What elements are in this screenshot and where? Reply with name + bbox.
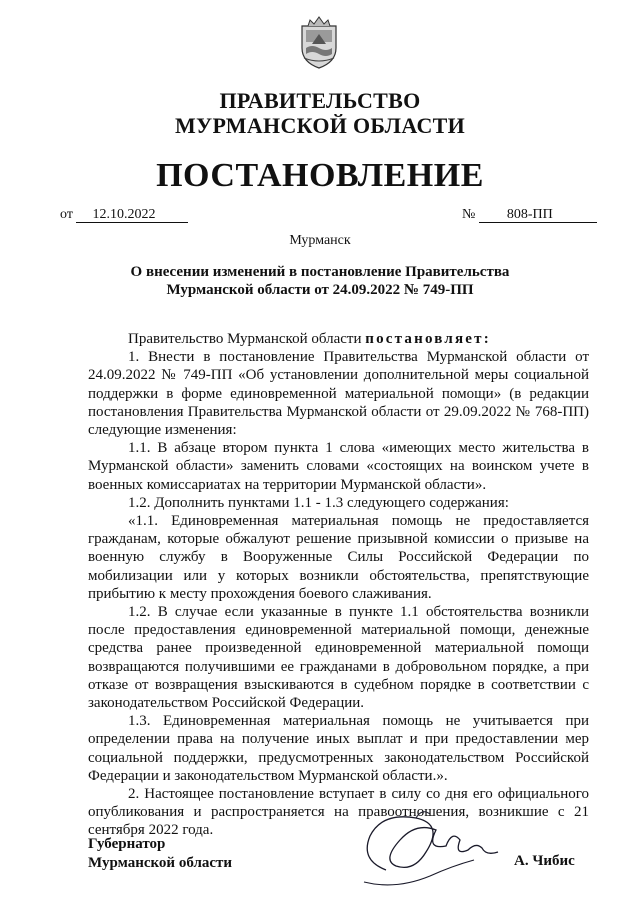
subject-line-1: О внесении изменений в постановление Правительства xyxy=(130,264,510,280)
number-value: 808-ПП xyxy=(479,207,597,223)
paragraph-1-1: 1.1. В абзаце втором пункта 1 слова «имеющих место жительства в Мурманской области» заменить словами «состоящих на воинском учете в военных комиссариатах на территории Мурманской области». xyxy=(88,440,589,493)
signatory-title xyxy=(88,835,232,873)
issuing-authority xyxy=(0,88,640,138)
signatory-title-line-2: Мурманской области xyxy=(88,855,233,871)
number-prefix: № xyxy=(462,207,476,222)
paragraph-1: 1. Внести в постановление Правительства Мурманской области от 24.09.2022 № 749-ПП «Об установлении дополнительной меры социальной поддержки в форме единовременной материальной помощи» (в редакции постановления Правительства Мурманской области от 29.09.2022 № 768-ПП) следующие изменения: xyxy=(88,349,589,439)
paragraph-2: 2. Настоящее постановление вступает в силу со дня его официального опубликования и распространяется на правоотношения, возникшие с 21 сентября 2022 года. xyxy=(88,786,589,839)
signatory-title-line-1: Губернатор xyxy=(88,836,166,852)
city: Мурманск xyxy=(289,233,351,248)
document-type: ПОСТАНОВЛЕНИЕ xyxy=(156,157,484,194)
handwritten-signature xyxy=(356,800,502,895)
quoted-paragraph-1-2: 1.2. В случае если указанные в пункте 1.1 обстоятельства возникли после предоставления единовременной материальной помощи, денежные средства ранее произведенной единовременной материальной помощи возвращаются получившими ее гражданами в добровольном порядке, а при отказе от возвращения взыскиваются в судебном порядке в соответствии с законодательством Российской Федерации. xyxy=(88,604,589,712)
quoted-paragraph-1-1: «1.1. Единовременная материальная помощь не предоставляется гражданам, которые обжалуют решение призывной комиссии о призыве на военную службу в Вооруженные Силы Российской Федерации по мобилизации или у которых возникли обстоятельства, препятствующие прибытию к месту прохождения боевого слаживания. xyxy=(88,513,589,602)
document-subject xyxy=(120,263,520,299)
date-prefix: от xyxy=(60,207,73,222)
quoted-paragraph-1-3: 1.3. Единовременная материальная помощь не учитывается при определении права на получение иных выплат и при предоставлении мер социальной поддержки, предусмотренных законодательством Российской Федерации и законодательством Мурманской области.». xyxy=(88,713,589,784)
subject-line-2: Мурманской области от 24.09.2022 № 749-ПП xyxy=(166,282,474,298)
paragraph-1-2: 1.2. Дополнить пунктами 1.1 - 1.3 следующего содержания: xyxy=(128,494,509,511)
date-value: 12.10.2022 xyxy=(76,207,188,223)
intro-paragraph xyxy=(88,330,589,348)
org-line-2: МУРМАНСКОЙ ОБЛАСТИ xyxy=(174,113,466,138)
decree-word: постановляет: xyxy=(365,331,491,347)
document-number xyxy=(462,207,597,223)
intro-lead: Правительство Мурманской области xyxy=(128,331,366,347)
document-body xyxy=(88,330,589,840)
document-date xyxy=(60,207,188,223)
signatory-name: А. Чибис xyxy=(514,853,575,869)
org-line-1: ПРАВИТЕЛЬСТВО xyxy=(219,88,421,113)
coat-of-arms-icon xyxy=(298,14,340,70)
